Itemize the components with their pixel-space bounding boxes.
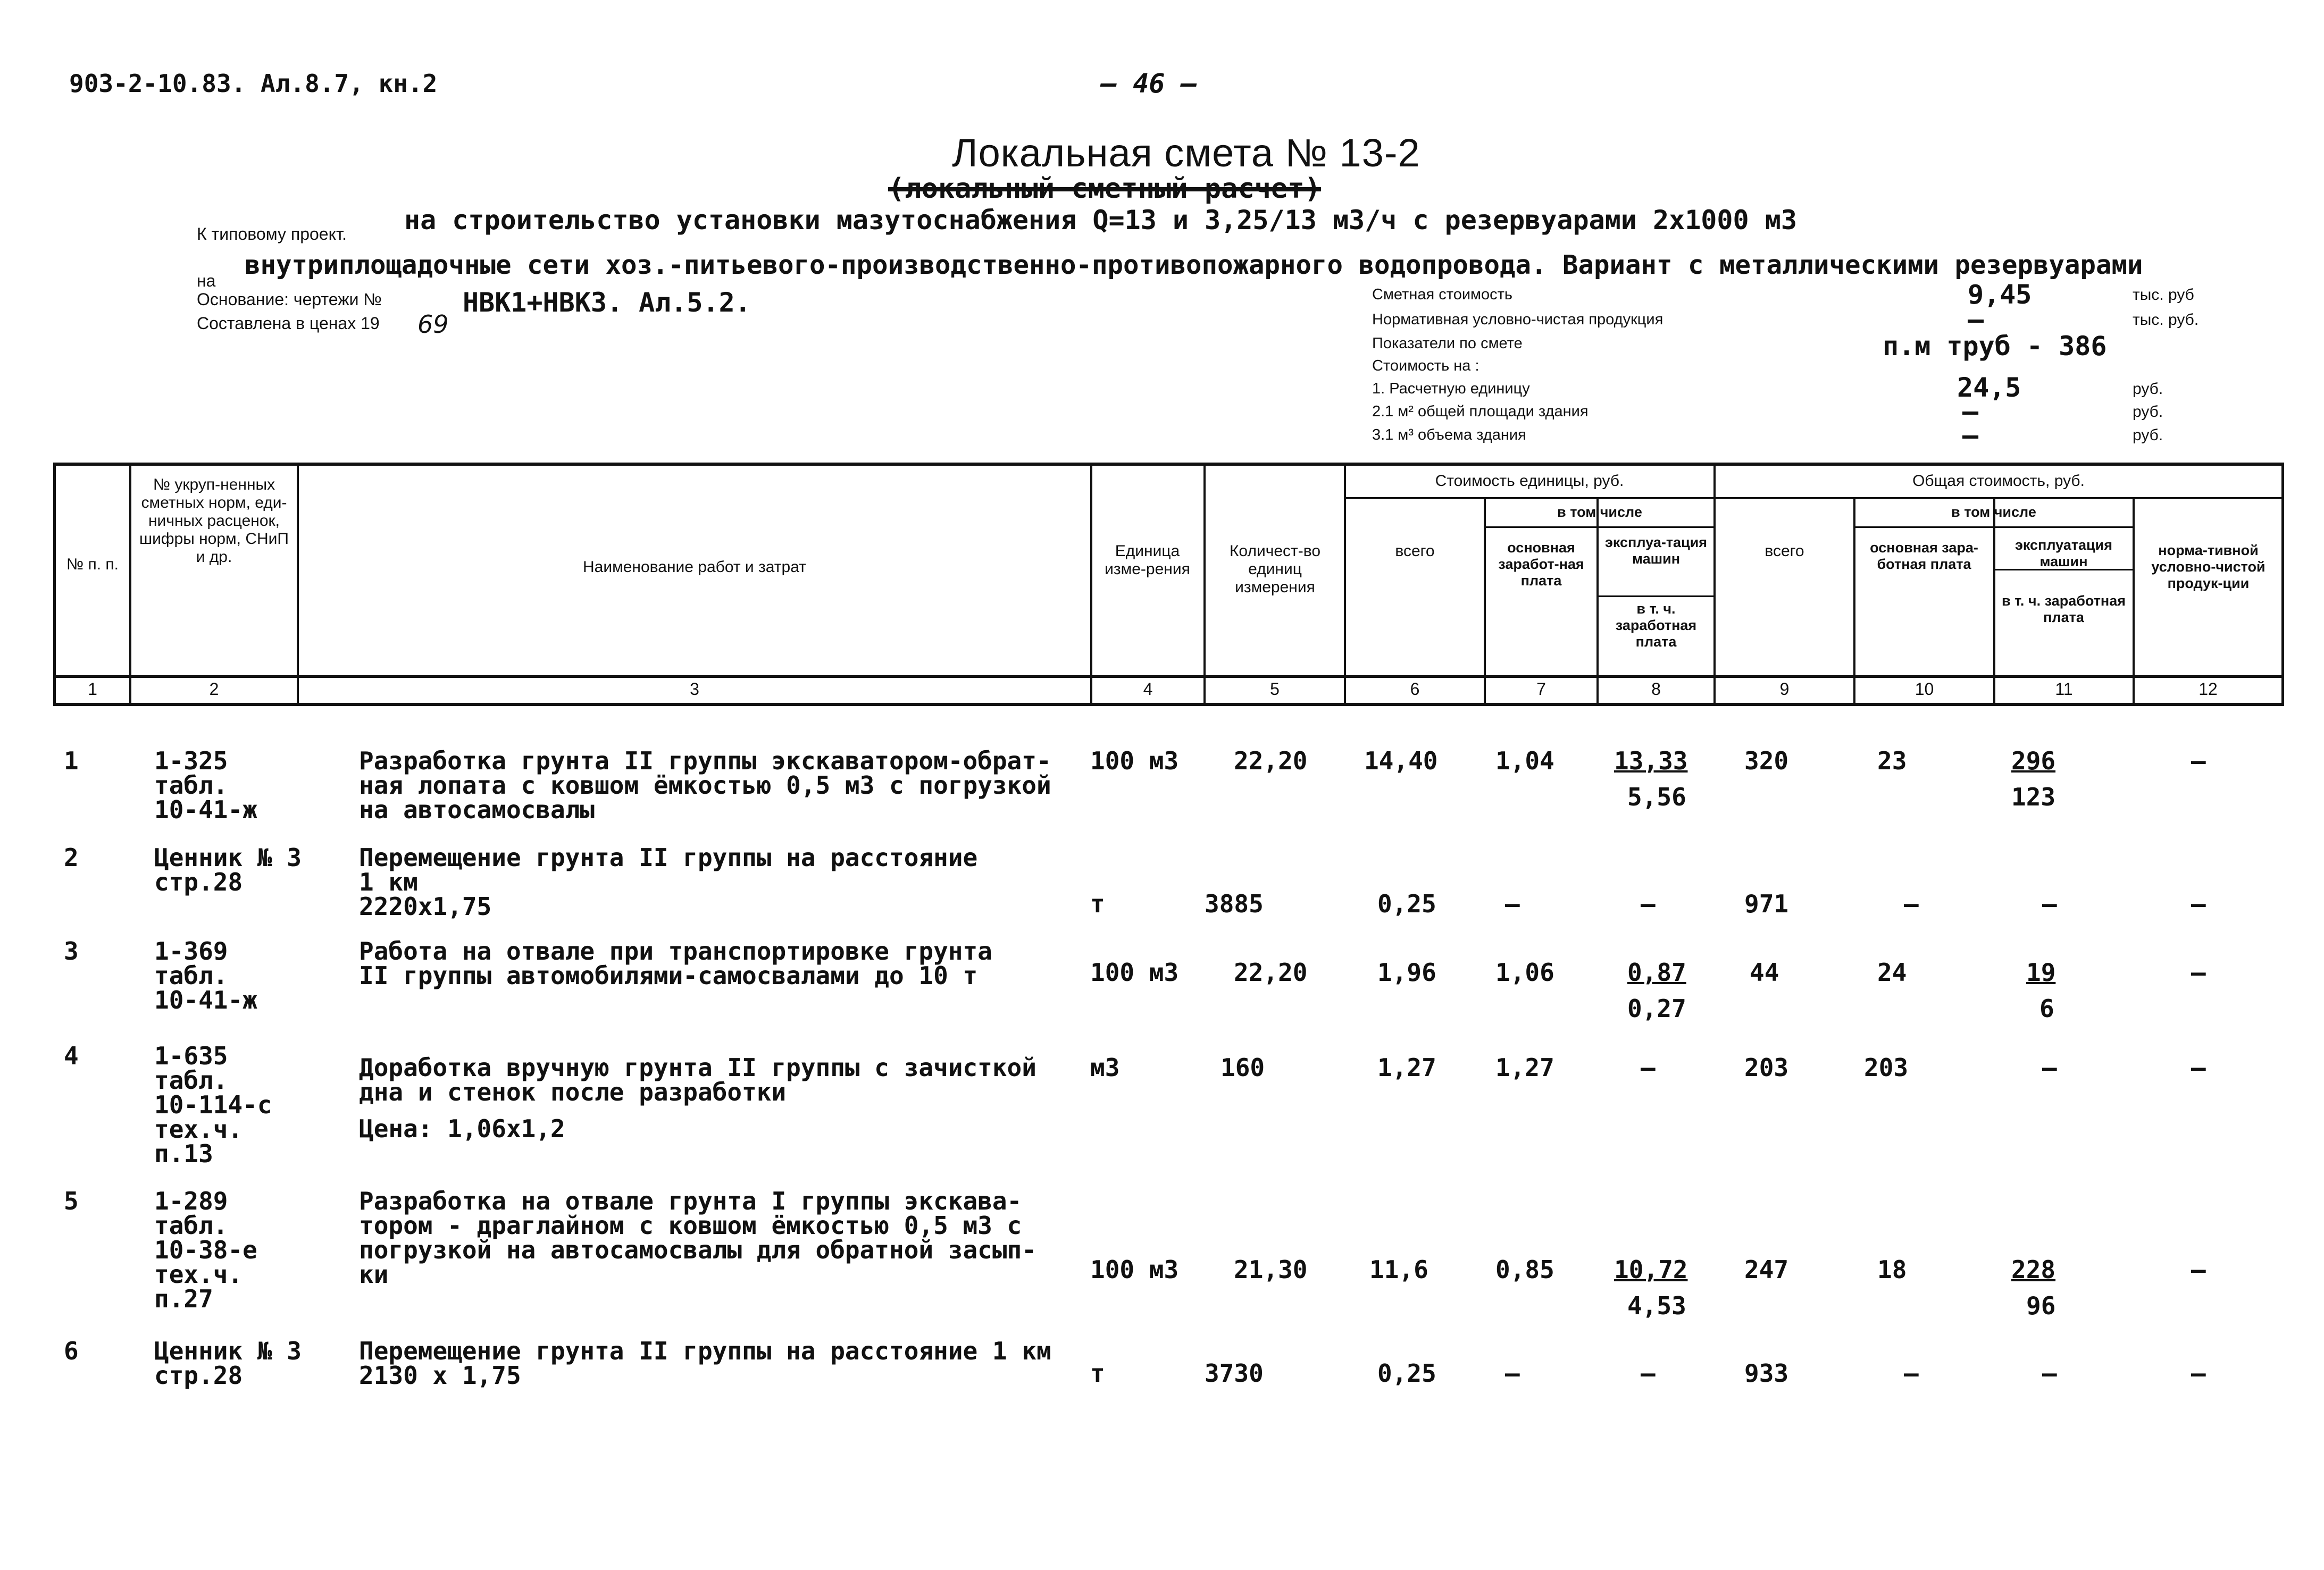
row-total-machine: 19	[2026, 958, 2056, 987]
struck-subtitle: (локальный сметный расчет)	[888, 173, 1321, 205]
row-unit-wage: –	[1505, 1359, 1520, 1388]
row-unit: 100 м3	[1090, 958, 1179, 987]
row-number: 3	[64, 937, 79, 965]
row-total: 247	[1744, 1255, 1789, 1284]
unit2-label: 2.1 м² общей площади здания	[1372, 403, 1589, 420]
norm-value: –	[1968, 304, 1984, 335]
row-number: 6	[64, 1337, 79, 1365]
row-qty: 3885	[1205, 889, 1264, 918]
col-number: 8	[1651, 679, 1661, 699]
col-number: 10	[1915, 679, 1934, 699]
cost-value: 9,45	[1968, 279, 2032, 310]
col-number: 3	[690, 679, 699, 699]
row-unit-total: 1,27	[1377, 1053, 1436, 1082]
indicators-label: Показатели по смете	[1372, 335, 1523, 352]
project-label: К типовому проект.	[197, 224, 347, 244]
col-header-machine-wage: в т. ч. заработная плата	[1615, 601, 1697, 650]
col-header-code: № укруп-ненных сметных норм, еди-ничных расценок, шифры норм, СНиП и др.	[139, 476, 289, 566]
norm-unit: тыс. руб.	[2133, 311, 2199, 329]
row-total-machine: –	[2042, 1359, 2057, 1388]
row-total: 203	[1744, 1053, 1789, 1082]
row-total-machine: –	[2042, 1053, 2057, 1082]
row-norm: –	[2191, 1359, 2206, 1388]
row-total-machine: –	[2042, 889, 2057, 918]
cost-unit: тыс. руб	[2133, 286, 2194, 304]
row-number: 5	[64, 1187, 79, 1215]
row-qty: 160	[1220, 1053, 1265, 1082]
unit3-value: –	[1962, 420, 1979, 451]
row-code: 1-325 табл. 10-41-ж	[154, 746, 257, 824]
col-number: 2	[209, 679, 219, 699]
row-code: 1-289 табл. 10-38-е тех.ч. п.27	[154, 1187, 257, 1313]
row-qty: 22,20	[1234, 958, 1308, 987]
col-header-no: № п. п.	[66, 556, 119, 573]
row-unit-total: 0,25	[1377, 1359, 1436, 1388]
row-total: 320	[1744, 746, 1789, 775]
col-header-unit-total: всего	[1395, 542, 1435, 560]
row-unit-machine: 13,33	[1614, 746, 1688, 775]
row-norm: –	[2191, 958, 2206, 987]
row-norm: –	[2191, 889, 2206, 918]
row-unit: 100 м3	[1090, 1255, 1179, 1284]
row-unit-machine: –	[1641, 1359, 1656, 1388]
row-unit-total: 11,6	[1369, 1255, 1428, 1284]
row-unit-machine: 10,72	[1614, 1255, 1688, 1284]
row-total-machine: 296	[2011, 746, 2056, 775]
row-code: 1-635 табл. 10-114-с тех.ч. п.13	[154, 1042, 272, 1168]
row-unit: т	[1090, 889, 1105, 918]
row-name: Работа на отвале при транспортировке грунта II группы автомобилями-самосвалами до 10 т	[359, 937, 992, 990]
row-code: Ценник № 3 стр.28	[154, 1337, 302, 1390]
row-unit-machine-wage: 5,56	[1627, 783, 1686, 811]
row-unit-wage: 1,04	[1495, 746, 1554, 775]
row-name: Перемещение грунта II группы на расстояние 1 км 2130 x 1,75	[359, 1337, 1051, 1390]
row-norm: –	[2191, 746, 2206, 775]
unit1-value: 24,5	[1957, 372, 2021, 403]
prices-label: Составлена в ценах 19	[197, 314, 380, 333]
row-norm: –	[2191, 1053, 2206, 1082]
row-unit-wage: 1,06	[1495, 958, 1554, 987]
unit-cost-group: Стоимость единицы, руб.	[1435, 472, 1624, 490]
col-header-machine-2: эксплуатация машин	[2014, 537, 2113, 569]
row-total-wage: –	[1904, 889, 1919, 918]
unit1-label: 1. Расчетную единицу	[1372, 380, 1530, 397]
total-cost-group: Общая стоимость, руб.	[1912, 472, 2085, 490]
row-unit-machine-wage: 4,53	[1627, 1291, 1686, 1320]
unit1-unit: руб.	[2133, 380, 2163, 398]
col-header-norm: норма-тивной условно-чистой продук-ции	[2151, 542, 2266, 591]
cost-label: Сметная стоимость	[1372, 286, 1512, 303]
row-unit: м3	[1090, 1053, 1120, 1082]
unit3-unit: руб.	[2133, 426, 2163, 444]
row-qty: 3730	[1205, 1359, 1264, 1388]
col-header-machine: эксплуа-тация машин	[1604, 534, 1708, 567]
row-unit-total: 14,40	[1364, 746, 1438, 775]
col-header-base-wage-2: основная зара-ботная плата	[1870, 540, 1978, 572]
cost-per-label: Стоимость на :	[1372, 357, 1479, 374]
row-qty: 21,30	[1234, 1255, 1308, 1284]
row-unit-total: 1,96	[1377, 958, 1436, 987]
on-text: внутриплощадочные сети хоз.-питьевого-производственно-противопожарного водопровода. Вариант с металлическими резервуарами	[245, 250, 2143, 280]
page-number: — 46 —	[1101, 68, 1197, 99]
row-number: 4	[64, 1042, 79, 1070]
on-label: на	[197, 271, 216, 290]
basis-text: НВК1+НВК3. Ал.5.2.	[463, 287, 751, 318]
table-header	[53, 463, 2284, 707]
unit2-value: –	[1962, 396, 1979, 427]
prices-year: 69	[417, 310, 449, 339]
col-header-machine-wage-2: в т. ч. заработная плата	[2001, 593, 2126, 625]
row-name: Разработка на отвале грунта I группы экскава- тором - драглайном с ковшом ёмкостью 0,5 м3 с погрузкой на автосамосвалы для обратной засып- ки	[359, 1187, 1036, 1289]
row-total: 971	[1744, 889, 1789, 918]
row-unit: 100 м3	[1090, 746, 1179, 775]
row-unit-machine: –	[1641, 1053, 1656, 1082]
row-name: Перемещение грунта II группы на расстояние 1 км 2220x1,75	[359, 843, 978, 921]
row-total: 933	[1744, 1359, 1789, 1388]
row-number: 2	[64, 843, 79, 872]
col-number: 5	[1270, 679, 1280, 699]
row-qty: 22,20	[1234, 746, 1308, 775]
row-total-wage: 18	[1877, 1255, 1907, 1284]
row-code: 1-369 табл. 10-41-ж	[154, 937, 257, 1014]
row-unit-wage: 1,27	[1495, 1053, 1554, 1082]
row-norm: –	[2191, 1255, 2206, 1284]
unit2-unit: руб.	[2133, 403, 2163, 421]
row-unit-machine-wage: 0,27	[1627, 994, 1686, 1023]
indicators-value: п.м труб - 386	[1883, 331, 2107, 362]
row-unit-machine: 0,87	[1627, 958, 1686, 987]
col-number: 7	[1536, 679, 1546, 699]
page-title: Локальная смета № 13-2	[952, 131, 1420, 175]
row-unit: т	[1090, 1359, 1105, 1388]
row-unit-wage: 0,85	[1495, 1255, 1554, 1284]
row-total-machine-wage: 123	[2011, 783, 2056, 811]
norm-label: Нормативная условно-чистая продукция	[1372, 311, 1663, 328]
row-unit-wage: –	[1505, 889, 1520, 918]
row-total-wage: 23	[1877, 746, 1907, 775]
row-total-machine-wage: 6	[2039, 994, 2054, 1023]
col-header-name: Наименование работ и затрат	[582, 558, 806, 576]
row-total-wage: 203	[1864, 1053, 1909, 1082]
row-unit-total: 0,25	[1377, 889, 1436, 918]
col-number: 6	[1410, 679, 1420, 699]
row-total: 44	[1750, 958, 1779, 987]
col-number: 4	[1143, 679, 1153, 699]
col-number: 9	[1779, 679, 1790, 699]
document-id: 903-2-10.83. Ал.8.7, кн.2	[69, 69, 438, 98]
col-header-unit: Единица изме-рения	[1105, 542, 1190, 578]
project-text: на строительство установки мазутоснабжения Q=13 и 3,25/13 м3/ч с резервуарами 2x1000 м3	[404, 205, 1797, 236]
row-name: Разработка грунта II группы экскаватором-обрат- ная лопата с ковшом ёмкостью 0,5 м3 с погрузкой на автосамосвалы	[359, 746, 1051, 824]
basis-label: Основание: чертежи №	[197, 290, 382, 309]
row-name-extra: Цена: 1,06x1,2	[359, 1114, 565, 1143]
row-total-machine-wage: 96	[2026, 1291, 2056, 1320]
col-header-base-wage: основная заработ-ная плата	[1498, 540, 1584, 589]
unit3-label: 3.1 м³ объема здания	[1372, 426, 1526, 443]
row-number: 1	[64, 746, 79, 775]
row-total-machine: 228	[2011, 1255, 2056, 1284]
row-code: Ценник № 3 стр.28	[154, 843, 302, 896]
row-name: Доработка вручную грунта II группы с зачисткой дна и стенок после разработки	[359, 1053, 1036, 1106]
col-header-total: всего	[1765, 542, 1804, 560]
col-header-qty: Количест-во единиц измерения	[1229, 542, 1321, 596]
incl-label-2: в том числе	[1951, 504, 2036, 520]
col-number: 11	[2055, 679, 2073, 699]
row-total-wage: 24	[1877, 958, 1907, 987]
row-unit-machine: –	[1641, 889, 1656, 918]
row-total-wage: –	[1904, 1359, 1919, 1388]
col-number: 12	[2198, 679, 2218, 699]
incl-label: в том числе	[1557, 504, 1642, 520]
col-number: 1	[88, 679, 97, 699]
